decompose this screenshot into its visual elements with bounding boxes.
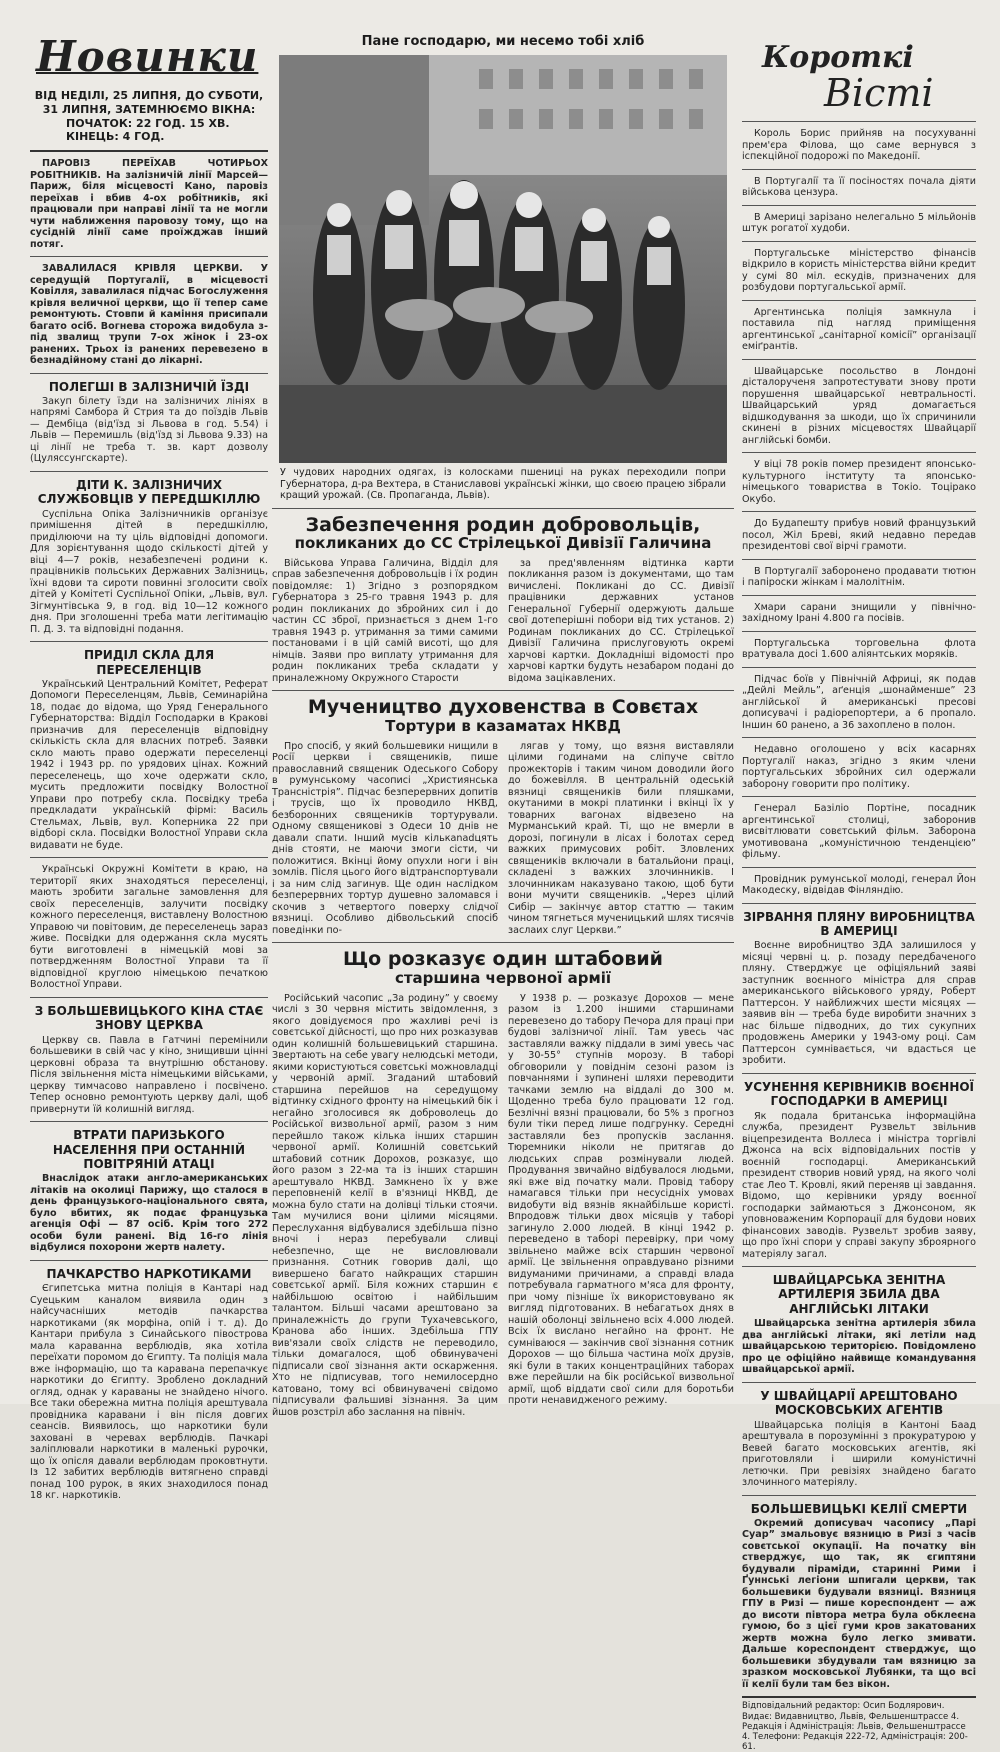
brief-item-text: Як подала британська інформаційна служба, президент Рузвельт звільнив віцепрезидента Воллеса і міністра торгівлі Джонса на всіх відповідальних постів у воєнній господарці. Американський президент створив новий уряд, на якого чолі стає Лео Т. Кровлі, який переняв ці завдання. Відомо, що керівники уряду воєнної господарки займаються з Джонсоном, як уповноваженим Корпорації для будови нових фінансових заводів. Рузвельт зробив заяву, що про їхні спори у справі закупу зброярного матеріялу загал. [742, 1110, 976, 1260]
news-item-headline: ПАЧКАРСТВО НАРКОТИКАМИ [46, 1266, 252, 1281]
article-volunteers-body [272, 558, 734, 685]
news-item-headline: ПРИДІЛ СКЛА ДЛЯ ПЕРЕСЕЛЕНЦІВ [83, 648, 215, 677]
divider [30, 1260, 268, 1261]
news-item-text: Суспільна Опіка Залізничників організує примішення дітей в передшкіллю, приділюючи на ту ціль відповідні допомоги. Для зорієнтування щодо скількості дітей у віці 4—7 років, незабезпечені родини к. працівників польських Державних Залізниць, їхні вдови та сироти повинні зголосити своїх дітей у Комітеті Суспільної Опіки, „Львів, вул. Зігмунтівська 9, в год. від 10—12 кожного дня. При зголошенні треба мати легітимацію П. Д. З. та відповідні подання. [30, 508, 268, 635]
divider [742, 205, 976, 206]
article-volunteers-col2: за пред'явленням відтинка карти покликання разом із документами, що там вичислені. Покликані до СС. Дивізії працівники державних установ Генеральної Губернії одержують дальше свої дотеперішні побори від тих установ. 2) Родинам покликаних до СС. Стрілецької Дивізії Галичина прислуговують окремі харчові картки. Докладніші відомості про харчові картки будуть незабаром подані до відома зацікавлених. [508, 557, 734, 684]
left-articles [30, 158, 268, 1502]
divider [30, 373, 268, 374]
imprint-footer: Відповідальний редактор: Осип Бодлярович. Видає: Видавництво, Львів, Фельшенштрассе 4. Редакція і Адміністрація: Львів, Фельшенштрассе 4. Телефони: Редакція 222-72, Адміністрація: 200-61. [742, 1696, 976, 1752]
divider [742, 121, 976, 122]
photo-illustration [279, 55, 727, 463]
article-clergy-subheadline: Тортури в казаматах НКВД [385, 717, 621, 736]
brief-item-text: В Португалії та її посіностях почала діяти військова цензура. [742, 175, 976, 198]
divider [742, 511, 976, 512]
divider [742, 559, 976, 560]
harvest-procession-photo [279, 55, 727, 463]
news-item-text: Український Центральний Комітет, Реферат Допомоги Переселенцям, Львів, Семинарійна 18, подає до відома, що Уряд Генерального Губернаторства: Відділ Господарки в Кракові призначив для переселенців відповідну скількість скла для власних потреб. Заявки скло мають право одержати переселенці 1942 і 1943 рр. по урядових цінах. Кожний переселенець, що хоче одержати скло, мусить предложити посвідку Волостної Управи про потребу скла. Посвідку треба предкладати українській фірмі: Василь Стельмах, Львів, вул. Коперника 22 при відборі скла. Посвідки Волостної Управи скла видавати не буде. [30, 678, 268, 851]
brief-item-text: В Португалії заборонено продавати тютюн і папіроски жінкам і малолітнім. [742, 565, 976, 588]
brief-item-text: Недавно оголошено у всіх касарнях Португалії наказ, згідно з яким члени португальських збройних сил одержали заборону говорити про політику. [742, 744, 976, 790]
news-item-text: Закуп білету їзди на залізничих лініях в напрямі Самбора й Стрия та до поїздів Львів — Дембіца (від'їзд зі Львова в год. 5.54) і Львів — Перемишль (від'їзд зі Львова 9.33) на ці лінії не треба т. зв. карт дозволу (Цуляссунгскарте). [30, 395, 268, 465]
news-item-text: ПАРОВІЗ ПЕРЕЇХАВ ЧОТИРЬОХ РОБІТНИКІВ. На залізничій лінії Марсей—Париж, біля місцевості Кано, паровіз переїхав і вбив 4-ох робітників, які працювали при направі лінії та не могли чути наближення паровозу тому, що на сусідній лінії саме проїжджав інший потяг. [30, 158, 268, 250]
news-item-headline: ПОЛЕГШІ В ЗАЛІЗНИЧІЙ ЇЗДІ [48, 379, 250, 394]
divider [742, 169, 976, 170]
brief-item-text: Швайцарська поліція в Кантоні Баад арештувала в порозумінні з прокуратурою у Вевей багато московських агентів, які приготовляли і ширили комуністичні летючки. При ревізіях знайдено багато злочинного матеріялу. [742, 1419, 976, 1489]
divider [742, 595, 976, 596]
divider [30, 641, 268, 642]
photo-title: Пане господарю, ми несемо тобі хліб [361, 34, 645, 49]
divider [742, 1495, 976, 1496]
news-item-text: Єгипетська митна поліція в Кантарі над Суецьким каналом виявила один з найсучасніших методів пачкарства наркотиками (як морфіна, опій і т. д). До Кантари прибула з Синайського півострова мала караванна верблюдів, яка хотіла переїхати поромом до Єгипту. Та поліція мала вже інформацію, що та каравана перепачкує наркотики до Єгипту. Зроблено докладний огляд, однак у караваны не знайдено нічого. Все таки обережна митна поліція арештувала провідника каравани і він після довгих сеансів. Виявилось, що наркотики були заховані в черевах верблюдів. Пачкарі заліплювали наркотики в маленькі рурочки, що їх опісля давали верблюдам проковтнути. Із 12 забитих верблюдів витягнено справді понад 100 рурок, в яких знаходилося понад 18 кг. наркотиків. [30, 1283, 268, 1502]
article-officer-subheadline: старшина червоної армії [394, 969, 612, 988]
divider [742, 300, 976, 301]
brief-item-headline: ЗІРВАННЯ ПЛЯНУ ВИРОБНИЦТВА В АМЕРИЦІ [743, 909, 975, 938]
article-volunteers-col1: Військова Управа Галичина, Відділ для справ забезпечення добровольців і їх родин повідомляє: 1) Згідно з розпорядком Губернатора з 25-го травня 1943 р. для родин покликаних до збройних сил і до частин СС зброї, признається з днем 1-го травня 1943 р. утримання за тими самими постановами і в цій самій висоті, що для німців. Заяви про виплату утримання для родин покликаних треба складати у приналежному Окружного Старости [272, 557, 498, 684]
news-item-headline: З БОЛЬШЕВИЦЬКОГО КІНА СТАЄ ЗНОВУ ЦЕРКВА [34, 1003, 264, 1033]
divider [742, 631, 976, 632]
brief-item-text: Окремий дописувач часопису „Парі Суар” змальовує вязницю в Ризі з часів совєтської окупації. На початку він стверджує, що так, як єгиптяни будували піраміди, старинні Рими і Ґуннські легіони шпигали церкви, так большевики будували вязниці. Вязниця ГПУ в Ризі — пише кореспондент — аж до висоти півтора метра була обклеєна гумою, бо з цієї гуми кров закатованих жертв можна було легко змивати. Дальше кореспондент стверджує, що большевики збудували там вязницю за зразком московської Лубянки, та що всі її келії були там без вікон. [742, 1517, 976, 1690]
masthead-visti: Вісті [824, 71, 934, 115]
brief-item-text: Аргентинська поліція замкнула і поставила під нагляд приміщення аргентинської „санітарної комісії” організації еміґрантів. [742, 306, 976, 352]
divider [30, 1121, 268, 1122]
article-volunteers-headline: Забезпечення родин добровольців, [305, 513, 701, 536]
article-clergy-col2: лягав у тому, що вязня виставляли цілими годинами на сліпуче світло прожекторів і таким чином доводили його до божевілля. В центральній одеській вязниці священиків били пляшками, окутаними в мокрі платинки і вкінці їх у товарних вагонах відвезено на Мурманський край. Ті, що не вмерли в дорозі, погинули в лісах і болотах серед важких примусових робіт. Зловлених священиків включали в батальйони праці, складені з важких злочинників. І злочинникам наказувано такою, щоб бути вони мучити священиків. „Через цілий Сибір — закінчує автор статтю — таким чином тягнеться мученицький шлях тисячів заслаих слуг Церкви.” [508, 740, 734, 936]
masthead-korotki: Короткі [762, 40, 914, 75]
article-clergy-body [272, 741, 734, 937]
divider [742, 359, 976, 360]
divider [742, 737, 976, 738]
brief-item-text: У віці 78 років помер президент японсько-культурного інституту та японсько-німецького товариства в Токіо. Тоцірако Окубо. [742, 459, 976, 505]
divider [742, 1073, 976, 1074]
brief-item-text: Португальське міністерство фінансів відкрило в користь міністерства війни кредит у сумі 80 міл. ескудів, призначених для розбудови португальської армії. [742, 247, 976, 293]
brief-item-text: Португальська торговельна флота вратувала досі 1.600 аліянтських моряків. [742, 637, 976, 660]
divider [742, 452, 976, 453]
divider [742, 796, 976, 797]
divider [272, 942, 734, 943]
news-item-headline: ДІТИ К. ЗАЛІЗНИЧИХ СЛУЖБОВЦІВ У ПЕРЕДШКІЛЛЮ [37, 477, 261, 507]
article-officer-col1: Російський часопис „За родину” у своєму числі з 30 червня містить звідомлення, з якого довідуємося про жахливі речі із совєтської дійсності, що про них розказував один колишній большевицький старшина. Звертають на себе увагу нелюдські методи, якими користуються совєтські можновладці у червоній армії. Згаданий штабовий старшина перейшов на середущому відтинку східного фронту на німецький бік і негайно зголосився як доброволець до Російської визвольної армії, разом з ним перейшло також кілька інших старшин червоної армії. Колишній совєтський штабовий сотник Дорохов, розказує, що його разом з 22-ма та із інших старшин арештувало НКВД. Замкнено їх у вже переповненій келії в в'язниці НКВД, де можна було стати на долівці тільки стоячи. Там мучилися вони цілими місяцями. Переслухання відбувалися здебільша пізно вночі і нераз перебували сливці небезпечно, ще не висловлювали признання. Сотник говорив далі, що вивершено багато найкращих старшин совєтської армії. Біля кожних старшин є найбільшою освітою і найбільшим талантом. Більші часами арештовано за приналежність до групи Тухачевського, Кранова або інших. Здебільша ГПУ вив'язали своїх слідств не переводило, тільки домагалося, щоб обвинувачені підписали свої зізнання акти оскарження. Хто не підписував, того немилосердно катовано, тому всі обвинувачені свідомо підписували фальшиві зізнання. За цим йшов розстріл або заслання на північ. [272, 992, 498, 1418]
news-item-text: Церкву св. Павла в Гатчині перемінили большевики в свій час у кіно, знищивши цінні церковні образа та внутрішню обстанову. Після звільнення міста німецькими військами, церкву тимчасово направлено і посвічено. Тепер основно ремонтують церкву далі, щоб привернути їй колишній вигляд. [30, 1034, 268, 1115]
divider [742, 241, 976, 242]
divider [30, 471, 268, 472]
brief-item-text: Підчас боїв у Північній Африці, як подав „Дейлі Мейль”, аґенція „шонайменше” 23 англійської й американські пресові дописувачі і радіорепортери, а 6 пропало. Іншин 60 ранено, а 36 захоплено в полон. [742, 673, 976, 731]
divider [272, 690, 734, 691]
divider [30, 857, 268, 858]
photo-caption: У чудових народних одягах, із колосками пшениці на руках переходили попри Губернатора, д-ра Вехтера, в Станиславові українські жінки, що своєю працею зібрали кращий урожай. (Св. Пропаганда, Львів). [280, 467, 726, 501]
blackout-dates: ВІД НЕДІЛІ, 25 ЛИПНЯ, ДО СУБОТИ, 31 ЛИПНЯ, ЗАТЕМНЮЄМО ВІКНА: [34, 89, 264, 116]
divider [742, 1266, 976, 1267]
brief-item-text: Генерал Базіліо Портіне, посадник аргентинської столиці, заборонив висвітлювати совєтський фільм. Заборона умотивована „комуністичною тенденцією” фільму. [742, 803, 976, 860]
article-officer-col2: У 1938 р. — розказує Дорохов — мене разом із 1.200 іншими старшинами перевезено до табору Печора для праці при будові залізничої лінії. Там увесь час заставляли важку піддали в зимі увесь час у 30-55° ступнів морозу. В таборі обговорили у повіднім сезоні разом із повчаннями і зупинені шляхи переводити тачками землю на віддалі до 300 м. Щоденно треба було працювати 12 год. Безлічні вязні працювали, бо 5% з прогноз були тіки перед лише подгрунку. Середні заставляли без пропусків заслання. Тюремники ніколи не притягав до людських справ розмінували людей. Продування звичайно відбувалося людьми, які вже від початку мали. Провід табору намагався тільки при несусідніх умовах видобути від вязнів якнайбільше користі. Впродовж тільки двох місяців у таборі загинуло 2.000 людей. В кінці 1942 р. переведено в таборі перевірку, при чому звільнено майже всіх старшин червоної армії. Це звільнення оправдувано різними видуманими причинами, а справді влада потребувала гарматного м'яса для фронту, при чому пізніше їх використовувано як вигляд підготованих. В небагатьох днях в нашій оболонці звільнено всіх 4.000 людей. Всіх їх вислано негайно на фронт. Не сумніваюся — закінчив свої зізнання сотник Дорохов — що більша частина моїх друзів, які були в таких концентраційних таборах вже перейшли на бік російської визвольної армії, щоб віддати свої сили для боротьби проти ненавидженого режиму. [508, 992, 734, 1407]
brief-item-text: До Будапешту прибув новий французький посол, Жіл Бреві, який недавно передав президентові свої вірчі грамоти. [742, 518, 976, 552]
divider [742, 867, 976, 868]
brief-item-headline: УСУНЕННЯ КЕРІВНИКІВ ВОЄННОЇ ГОСПОДАРКИ В АМЕРИЦІ [743, 1079, 975, 1109]
blackout-start: ПОЧАТОК: 22 ГОД. 15 ХВ. [66, 116, 230, 130]
brief-item-text: В Америці зарізано нелегально 5 мільйонів штук рогатої худоби. [742, 211, 976, 234]
masthead-novynky: Новинки [36, 32, 259, 81]
brief-item-text: Король Борис прийняв на посухуванні прем'єра Філова, що саме вернувся з іспекційної подорожі по Македонії. [742, 128, 976, 162]
brief-item-text: Провідник румунської молоді, генерал Йон Макодеску, відвідав Фінляндію. [742, 873, 976, 896]
article-volunteers-subheadline: покликаних до СС Стрілецької Дивізії Галичина [294, 534, 712, 553]
brief-item-text: Швайцарська зенітна артилерія збила два англійські літаки, які летіли над швайцарською територією. Повідомлено про це офіційно найвище командування швайцарської армії. [742, 1318, 976, 1376]
article-officer-headline: Що розказує один штабовий [342, 948, 663, 971]
blackout-end: КІНЕЦЬ: 4 ГОД. [66, 130, 165, 144]
divider [742, 1382, 976, 1383]
divider [30, 256, 268, 257]
brief-item-text: Швайцарське посольство в Лондоні дісталорученя запротестувати знову проти порушення швайцарської невтральності. Швайцарський уряд домагається відшкодування за шкоди, що їх спричинили скинені в різних місцевостях Швайцарії англійські бомби. [742, 365, 976, 446]
news-item-text: Українські Окружні Комітети в краю, на території яких знаходяться переселенці, мають зробити загальне замовлення для своїх переселенців, залучити посвідку кожного переселенця, виставлену Волостною Управою чи повітовим, де переселенець зараз живе. Посвідки для одержання скла мусять бути виготовлені в німецькій мові за потвердженням Волостної Управи та її відповідної круглою німецькою печаткою Волостної Управи. [30, 864, 268, 991]
divider [742, 903, 976, 904]
right-articles [742, 128, 976, 1690]
middle-column [272, 30, 734, 1418]
brief-item-text: Воєнне виробництво ЗДА залишилося у місяці червні ц. р. позаду передбаченого пляну. Стверджує це офіціяльний заяві заступник воєнного міністра для справ американського військового уряду, Роберт Паттерсон. У найближчих шести місяцях — заявив він — треба буде виробити значних з нас більше підводних, до тих сукупних продовжень Америки у 1943-ому році. Сам Паттерсон сумнівається, чи вдасться це зробити. [742, 940, 976, 1067]
divider [30, 997, 268, 998]
article-officer-body [272, 993, 734, 1419]
news-item-text: ЗАВАЛИЛАСЯ КРІВЛЯ ЦЕРКВИ. У середущій Португалії, в місцевості Ковілля, завалилася підчас Богослуження крівля величної церкви, що її тепер саме ремонтують. Стовпи й каміння присипали багато осіб. Вогнева сторожа видобула з-під звалищ трупи 7-ох жінок і 23-ох ранених. Трьох із ранених перевезено в безнадійному стані до лікарні. [30, 263, 268, 366]
brief-item-headline: ШВАЙЦАРСЬКА ЗЕНІТНА АРТИЛЕРІЯ ЗБИЛА ДВА АНГЛІЙСЬКІ ЛІТАКИ [772, 1273, 946, 1316]
brief-item-text: Хмари сарани знищили у північно-західному Ірані 4.800 га посівів. [742, 601, 976, 624]
news-item-text: Внаслідок атаки англо-американських літаків на околиці Парижу, що сталося в день французького-національного свята, було вбитих, як подає французька агенція Офі — 87 осіб. Крім того 272 особи були ранені. Від 16-го лінія відбулися похорони жертв налету. [30, 1173, 268, 1254]
brief-item-headline: У ШВАЙЦАРІЇ АРЕШТОВАНО МОСКОВСЬКИХ АГЕНТІВ [760, 1388, 958, 1418]
brief-item-headline: БОЛЬШЕВИЦЬКІ КЕЛІЇ СМЕРТИ [750, 1501, 968, 1516]
right-column [742, 30, 976, 1752]
divider [272, 508, 734, 509]
left-column [30, 30, 268, 1502]
divider [742, 667, 976, 668]
article-clergy-headline: Мучеництво духовенства в Совєтах [307, 696, 699, 719]
article-clergy-col1: Про спосіб, у який большевики нищили в Росії церкви і священиків, пише православний священик Одеського Собору в румунському часописі „Християнська Трансністрія”. Підчас безперервних допитів і трусів, що їх проводило НКВД, безборонних священиків тортурували. Одному священикові з Одеси 10 днів не давали спати. Інший мусів кількаnadцять днів стояти, не маючи змоги сісти, чи положитися. Вкінці йому опухли ноги і він зомлів. Після цього його відтранспортували і за ним слід загинув. Ще один наслідком безперервних тортур душевно заломався і скочив з четвертого поверху слідчої вязниці. Особливо дібвольський спосіб поведінки по- [272, 740, 498, 936]
news-item-headline: ВТРАТИ ПАРИЗЬКОГО НАСЕЛЕННЯ ПРИ ОСТАННІЙ ПОВІТРЯНІЙ АТАЦІ [52, 1128, 246, 1172]
blackout-notice [30, 85, 268, 152]
